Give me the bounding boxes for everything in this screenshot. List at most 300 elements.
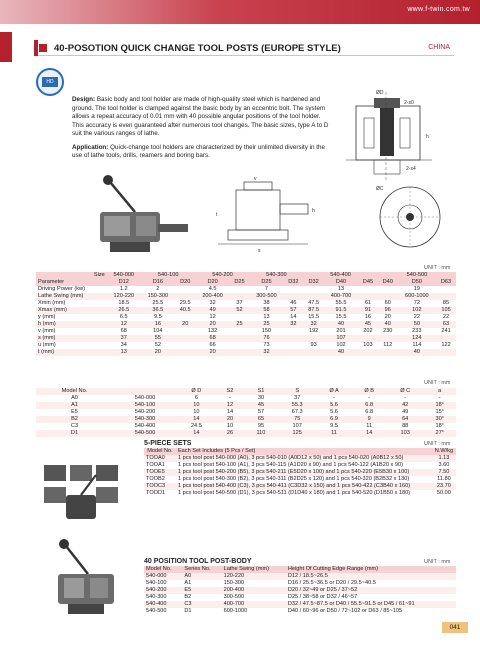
- spec-value: 93: [303, 342, 324, 349]
- spec-value: 120-220: [107, 293, 141, 300]
- spec-value: 73: [249, 342, 283, 349]
- spec-row: [36, 286, 456, 293]
- spec-param-label: u (mm): [36, 342, 107, 349]
- sets-row: [144, 455, 456, 462]
- body-row: [144, 573, 456, 580]
- sets-header: Each Set Includes (5 Pcs / Set): [176, 448, 432, 455]
- spec-value: 105: [436, 307, 456, 314]
- spec-row: [36, 349, 456, 356]
- sets-cell: 7.50: [432, 469, 456, 476]
- sets-cell: TOOC3: [144, 483, 176, 490]
- spec-value: 19: [398, 286, 436, 293]
- body-row: [144, 580, 456, 587]
- body-cell: 200-400: [222, 587, 286, 594]
- spec-value: 122: [436, 342, 456, 349]
- dimensions-cell: 45: [244, 402, 278, 409]
- param-header: D16: [141, 279, 175, 286]
- table1-unit: UNIT : mm: [424, 265, 451, 271]
- specifications-table: [36, 272, 456, 356]
- spec-value: 87.5: [303, 307, 324, 314]
- body-cell: 540-000: [144, 573, 182, 580]
- dimensions-cell: 15°: [435, 409, 444, 415]
- spec-value: [358, 335, 378, 342]
- spec-row: [36, 321, 456, 328]
- dimensions-cell: A1: [36, 402, 113, 409]
- spec-value: [378, 286, 398, 293]
- dimensions-header-row: [36, 388, 456, 395]
- plan-view-drawing: [370, 182, 450, 252]
- dimensions-cell: A0: [71, 395, 78, 401]
- spec-value: 25: [230, 321, 250, 328]
- spec-value: 2: [141, 286, 175, 293]
- dimensions-cell: 26: [216, 430, 244, 437]
- sets-cell: TOOB2: [146, 476, 165, 482]
- spec-value: 32: [249, 349, 283, 356]
- spec-value: 22: [436, 314, 456, 321]
- svg-text:2-s0: 2-s0: [404, 100, 414, 106]
- dimensions-table: [36, 388, 456, 437]
- param-header: D12: [107, 279, 141, 286]
- sets-header-row: [144, 448, 456, 455]
- dimensions-cell: -: [333, 395, 335, 401]
- spec-value: [283, 293, 303, 300]
- dimensions-cell: 14: [226, 409, 234, 415]
- spec-value: 52: [230, 307, 250, 314]
- spec-value: 400-700: [324, 293, 358, 300]
- spec-value: 22: [398, 314, 436, 321]
- body-cell: 540-400: [144, 601, 182, 608]
- spec-value: 47.5: [303, 300, 324, 307]
- dimensions-cell: 24.5: [190, 423, 202, 429]
- spec-value: 29.5: [175, 300, 196, 307]
- dimensions-cell: 88: [402, 423, 409, 429]
- dimensions-header: Model No.: [36, 388, 113, 395]
- spec-value: 85: [436, 300, 456, 307]
- body-cell: D25 / 38~58 or D32 / 46~57: [287, 594, 358, 600]
- dimensions-cell: C3: [70, 423, 79, 429]
- spec-value: [175, 293, 196, 300]
- dimensions-row: [36, 395, 456, 402]
- size-header: 540-400: [303, 272, 378, 279]
- spec-value: 132: [196, 328, 230, 335]
- dimensions-header: S2: [216, 388, 244, 395]
- spec-value: 104: [141, 328, 175, 335]
- sets-cell: 1.13: [432, 455, 456, 462]
- body-cell: A0: [182, 573, 221, 580]
- spec-value: [283, 342, 303, 349]
- dimensions-header: Ø D: [177, 388, 216, 395]
- dimensions-cell: 540-000: [134, 395, 156, 401]
- body-cell: D40 / 60~96 or D50 / 72~102 or D63 / 85~105: [287, 608, 403, 614]
- dimensions-cell: 6.8: [365, 409, 374, 415]
- dimensions-cell: 540-300: [113, 416, 177, 423]
- spec-value: [283, 328, 303, 335]
- dimensions-cell: 9.5: [330, 423, 338, 429]
- spec-value: [175, 286, 196, 293]
- size-header: 540-000: [107, 272, 141, 279]
- spec-value: 600-1000: [398, 293, 436, 300]
- side-view-drawing: [208, 176, 328, 256]
- svg-text:ØC: ØC: [376, 186, 384, 192]
- dimensions-cell: 10: [226, 423, 234, 429]
- spec-value: 12: [196, 314, 230, 321]
- dimensions-cell: 95: [257, 423, 265, 429]
- spec-value: 12: [107, 321, 141, 328]
- dimensions-header: a: [423, 388, 456, 395]
- body-row: [144, 587, 456, 594]
- spec-value: 61: [358, 300, 378, 307]
- spec-value: 34: [107, 342, 141, 349]
- dimensions-cell: 6.9: [317, 416, 352, 423]
- spec-value: 192: [303, 328, 324, 335]
- dimensions-row: [36, 402, 456, 409]
- spec-value: 68: [196, 335, 230, 342]
- body-row: [144, 601, 456, 608]
- body-cell: E5: [182, 587, 221, 594]
- spec-value: 20: [175, 321, 196, 328]
- spec-value: 13: [107, 349, 141, 356]
- spec-value: 4.5: [196, 286, 230, 293]
- spec-value: 16: [141, 321, 175, 328]
- spec-value: 58: [249, 307, 283, 314]
- dimensions-cell: B2: [36, 416, 113, 423]
- spec-value: 32: [303, 321, 324, 328]
- title-square-icon: [39, 44, 47, 52]
- dimensions-cell: 11: [317, 430, 352, 437]
- dimensions-cell: 30: [257, 395, 265, 401]
- description-block: [72, 96, 332, 166]
- dimensions-cell: 20: [216, 416, 244, 423]
- spec-value: 91.5: [324, 307, 358, 314]
- dimensions-cell: 42: [387, 402, 423, 409]
- spec-value: 20: [196, 349, 230, 356]
- spec-value: 102: [398, 307, 436, 314]
- spec-value: [378, 293, 398, 300]
- sets-cell: TOOD1: [146, 490, 166, 496]
- table3-unit: UNIT : mm: [424, 441, 451, 447]
- body-header: Model No.: [144, 566, 182, 573]
- spec-value: [230, 349, 250, 356]
- spec-value: [436, 335, 456, 342]
- dimensions-cell: 64: [387, 416, 423, 423]
- application-text: Quick-change tool holders are characterized by their unlimited diversity in the use of lathe tools, drills, reamers and boring bars.: [72, 143, 326, 159]
- parameter-label: Parameter: [36, 279, 107, 286]
- spec-value: 150-300: [141, 293, 175, 300]
- dimensions-header: Ø B: [351, 388, 387, 395]
- dimensions-cell: E5: [71, 409, 78, 415]
- spec-value: 233: [398, 328, 436, 335]
- spec-value: 20: [196, 321, 230, 328]
- spec-value: [436, 286, 456, 293]
- tool-post-image: [80, 172, 200, 262]
- param-header: D40: [378, 279, 398, 286]
- body-cell: 400-700: [222, 601, 286, 608]
- body-cell: 300-500: [223, 594, 245, 600]
- spec-value: [283, 286, 303, 293]
- dimensions-cell: 6: [194, 395, 198, 401]
- spec-value: [175, 349, 196, 356]
- dimensions-cell: 10: [177, 402, 216, 409]
- dimensions-row: [36, 416, 456, 423]
- body-cell: D16 / 25.5~36.5 or D20 / 29.5~40.5: [287, 580, 376, 586]
- spec-value: 40.5: [175, 307, 196, 314]
- spec-value: 55: [141, 335, 175, 342]
- dimensions-cell: 103: [387, 430, 423, 437]
- dimensions-cell: -: [438, 395, 441, 401]
- dimensions-cell: 540-400: [134, 423, 156, 429]
- body-header: Series No.: [182, 566, 221, 573]
- spec-value: [378, 349, 398, 356]
- dimensions-row: [36, 409, 456, 416]
- spec-value: 114: [398, 342, 436, 349]
- sets-cell: 50.00: [436, 490, 451, 496]
- param-header: D32: [303, 279, 324, 286]
- spec-value: [230, 314, 250, 321]
- spec-row: [36, 335, 456, 342]
- tool-post-body-table: [144, 566, 456, 615]
- sets-cell: 1 pcs tool post 540-500 (D1), 3 pcs 540-511 (D1D40 x 180) and 1 pcs 540-520 (D1B50 x 180): [177, 490, 411, 496]
- spec-value: 66: [196, 342, 230, 349]
- size-label: Size: [36, 272, 107, 279]
- body-cell: A1: [184, 580, 192, 586]
- spec-value: [230, 293, 250, 300]
- sets-cell: 1 pcs tool post 540-000 (A0), 3 pcs 540-010 (A0D12 x 50) and 1 pcs 540-020 (A0B12 x 50): [176, 455, 432, 462]
- sets-cell: 3.60: [438, 462, 450, 468]
- spec-value: 300-500: [249, 293, 283, 300]
- body-cell: D20 / 32~49 or D25 / 37~52: [286, 587, 456, 594]
- body-cell: 540-300: [146, 594, 167, 600]
- spec-value: 25.5: [141, 300, 175, 307]
- spec-value: 124: [398, 335, 436, 342]
- svg-text:t: t: [216, 212, 218, 218]
- spec-value: 200-400: [196, 293, 230, 300]
- spec-value: 201: [324, 328, 358, 335]
- dimensions-cell: 10: [193, 409, 200, 415]
- svg-text:h: h: [312, 208, 315, 214]
- title-bar: [34, 40, 454, 56]
- spec-value: 60: [378, 300, 398, 307]
- spec-value: 1.2: [107, 286, 141, 293]
- spec-value: [230, 342, 250, 349]
- spec-value: 40: [324, 349, 358, 356]
- sets-cell: 23.70: [432, 483, 456, 490]
- spec-value: 32: [196, 300, 230, 307]
- sets-cell: 1 pcs tool post 540-400 (C3), 3 pcs 540-411 (C3D32 x 150) and 1 pcs 540-422 (C3B40 x 160): [176, 483, 432, 490]
- svg-text:ØD: ØD: [376, 90, 384, 96]
- spec-value: 32: [283, 321, 303, 328]
- spec-value: 230: [378, 328, 398, 335]
- dimensions-cell: -: [368, 395, 371, 401]
- spec-value: [283, 335, 303, 342]
- size-header: 540-200: [196, 272, 250, 279]
- spec-value: 16: [358, 314, 378, 321]
- body-cell: 600-1000: [223, 608, 248, 614]
- spec-row: [36, 300, 456, 307]
- param-header: D63: [436, 279, 456, 286]
- body-header: Lathe Swing (mm): [222, 566, 286, 573]
- spec-value: 38: [249, 300, 283, 307]
- param-header: D50: [398, 279, 436, 286]
- table2-unit: UNIT : mm: [424, 380, 451, 386]
- sets-header: N.W/kg: [432, 448, 456, 455]
- dimensions-row: [36, 423, 456, 430]
- five-piece-sets-title: 5-PIECE SETS: [144, 440, 192, 447]
- spec-value: [303, 335, 324, 342]
- spec-value: [358, 293, 378, 300]
- page-title: 40-POSOTION QUICK CHANGE TOOL POSTS (EUROPE STYLE): [54, 43, 341, 54]
- sets-cell: 11.80: [437, 476, 451, 482]
- spec-param-label: t (mm): [36, 349, 107, 356]
- body-cell: 540-500: [146, 608, 167, 614]
- five-piece-sets-table: [144, 448, 456, 497]
- body-cell: 540-100: [146, 580, 167, 586]
- spec-value: 103: [358, 342, 378, 349]
- spec-value: 20: [141, 349, 175, 356]
- spec-param-label: Lathe Swing (mm): [36, 293, 107, 300]
- spec-value: [436, 293, 456, 300]
- spec-param-label: s (mm): [36, 335, 107, 342]
- dimensions-cell: 37: [294, 395, 301, 401]
- spec-value: 241: [436, 328, 456, 335]
- svg-text:v: v: [254, 176, 257, 182]
- spec-value: 9.5: [141, 314, 175, 321]
- spec-param-label: Xmax (mm): [36, 307, 107, 314]
- spec-value: 37: [230, 300, 250, 307]
- dimensions-cell: D1: [36, 430, 113, 437]
- spec-value: [230, 286, 250, 293]
- dimensions-row: [36, 430, 456, 437]
- tool-post-body-title: 40 POSITION TOOL POST-BODY: [144, 558, 252, 565]
- spec-row: [36, 314, 456, 321]
- dimensions-header: S: [278, 388, 317, 395]
- spec-value: 49: [196, 307, 230, 314]
- dimensions-cell: 57: [257, 409, 265, 415]
- spec-value: 40: [378, 321, 398, 328]
- table4-unit: UNIT : mm: [424, 559, 451, 565]
- dimensions-cell: -: [229, 395, 231, 401]
- spec-row: [36, 293, 456, 300]
- spec-param-label: Driving Power (kw): [36, 286, 107, 293]
- spec-value: [358, 349, 378, 356]
- dimensions-cell: 75: [278, 416, 317, 423]
- region-label: CHINA: [428, 44, 450, 51]
- page-number: 041: [442, 622, 468, 633]
- svg-text:s: s: [258, 248, 261, 254]
- param-header: D20: [196, 279, 230, 286]
- brand-logo: [36, 68, 64, 96]
- dimensions-cell: 14: [177, 430, 216, 437]
- dimensions-cell: 14: [351, 430, 387, 437]
- dimensions-cell: 9: [351, 416, 387, 423]
- spec-value: 76: [249, 335, 283, 342]
- dimensions-cell: 540-100: [113, 402, 177, 409]
- dimensions-cell: 18°: [423, 402, 456, 409]
- spec-value: 96: [378, 307, 398, 314]
- website-url[interactable]: www.f-twin.com.tw: [407, 6, 470, 13]
- spec-value: [378, 335, 398, 342]
- spec-value: [303, 349, 324, 356]
- body-cell: 540-200: [144, 587, 182, 594]
- spec-row: [36, 307, 456, 314]
- spec-param-label: h (mm): [36, 321, 107, 328]
- dimensions-header: S1: [244, 388, 278, 395]
- dimensions-cell: 30°: [423, 416, 456, 423]
- sets-row: [144, 469, 456, 476]
- body-cell: D32 / 47.5~87.5 or D40 / 55.5~91.5 or D45 / 61~91: [286, 601, 456, 608]
- spec-value: 13: [324, 286, 358, 293]
- spec-param-label: v (mm): [36, 328, 107, 335]
- spec-value: 91: [358, 307, 378, 314]
- red-side-block: [0, 32, 12, 62]
- spec-value: 15.5: [324, 314, 358, 321]
- dimensions-cell: 5.6: [330, 409, 338, 415]
- sets-cell: TOOE5: [144, 469, 176, 476]
- spec-value: 150: [249, 328, 283, 335]
- spec-value: 68: [107, 328, 141, 335]
- spec-value: 20: [378, 314, 398, 321]
- dimensions-cell: 55.3: [278, 402, 317, 409]
- dimensions-cell: 14: [177, 416, 216, 423]
- sets-cell: TOOA0: [144, 455, 176, 462]
- logo-badge-icon: HD: [42, 77, 58, 87]
- param-header: D25: [249, 279, 283, 286]
- spec-value: 52: [141, 342, 175, 349]
- body-header: Height Of Cutting Edge Range (mm): [286, 566, 456, 573]
- dimensions-cell: 125: [278, 430, 317, 437]
- five-piece-set-image: [36, 455, 126, 535]
- dimensions-cell: 110: [244, 430, 278, 437]
- spec-value: [303, 286, 324, 293]
- spec-value: [230, 335, 250, 342]
- spec-value: [303, 293, 324, 300]
- spec-value: 45: [358, 321, 378, 328]
- dimensions-cell: 18°: [435, 423, 444, 429]
- svg-text:h: h: [426, 134, 429, 140]
- size-header: 540-300: [249, 272, 303, 279]
- dimensions-cell: 67.3: [291, 409, 303, 415]
- sets-cell: 1 pcs tool post 540-200 (B5), 3 pcs 540-211 (E5D20 x 100) and 1 pcs 540-220 (E5B30 x 100): [176, 469, 432, 476]
- spec-value: [436, 349, 456, 356]
- dimensions-cell: 5.6: [317, 402, 352, 409]
- spec-value: 18.5: [107, 300, 141, 307]
- sets-cell: 1 pcs tool post 540-100 (A1), 3 pcs 540-115 (A1D20 x 90) and 1 pcs 540-122 (A1B20 x 90): [177, 462, 403, 468]
- spec-value: 50: [398, 321, 436, 328]
- body-row: [144, 608, 456, 615]
- spec-row: [36, 328, 456, 335]
- body-cell: C3: [182, 601, 221, 608]
- application-label: Application:: [72, 143, 109, 151]
- design-text: Basic body and tool holder are made of high-quality steel which is hardened and ground. The tool holder is clamped against the basic body by an eccentric bolt. The system allows a repeat accuracy of 0.01 mm with 40 possible angular positions of the tool holder. This accuracy is even guaranteed after numerous tool changes. The basic sizes, type A to D suit the various ranges of lathe.: [72, 96, 329, 137]
- param-header: D20: [175, 279, 196, 286]
- tool-post-body-image: [36, 538, 136, 628]
- spec-value: 25: [249, 321, 283, 328]
- dimensions-cell: 540-200: [134, 409, 156, 415]
- spec-value: [283, 349, 303, 356]
- spec-row: [36, 342, 456, 349]
- spec-value: 15.5: [303, 314, 324, 321]
- size-header: 540-100: [141, 272, 196, 279]
- body-cell: D12 / 18.5~26.5: [286, 573, 456, 580]
- dimensions-cell: 540-500: [113, 430, 177, 437]
- dimensions-cell: 107: [292, 423, 302, 429]
- spec-value: 46: [283, 300, 303, 307]
- dimensions-header: [113, 388, 177, 395]
- body-cell: B2: [184, 594, 192, 600]
- dimensions-cell: 12: [216, 402, 244, 409]
- spec-value: 36.5: [141, 307, 175, 314]
- dimensions-cell: 49: [402, 409, 409, 415]
- body-row: [144, 594, 456, 601]
